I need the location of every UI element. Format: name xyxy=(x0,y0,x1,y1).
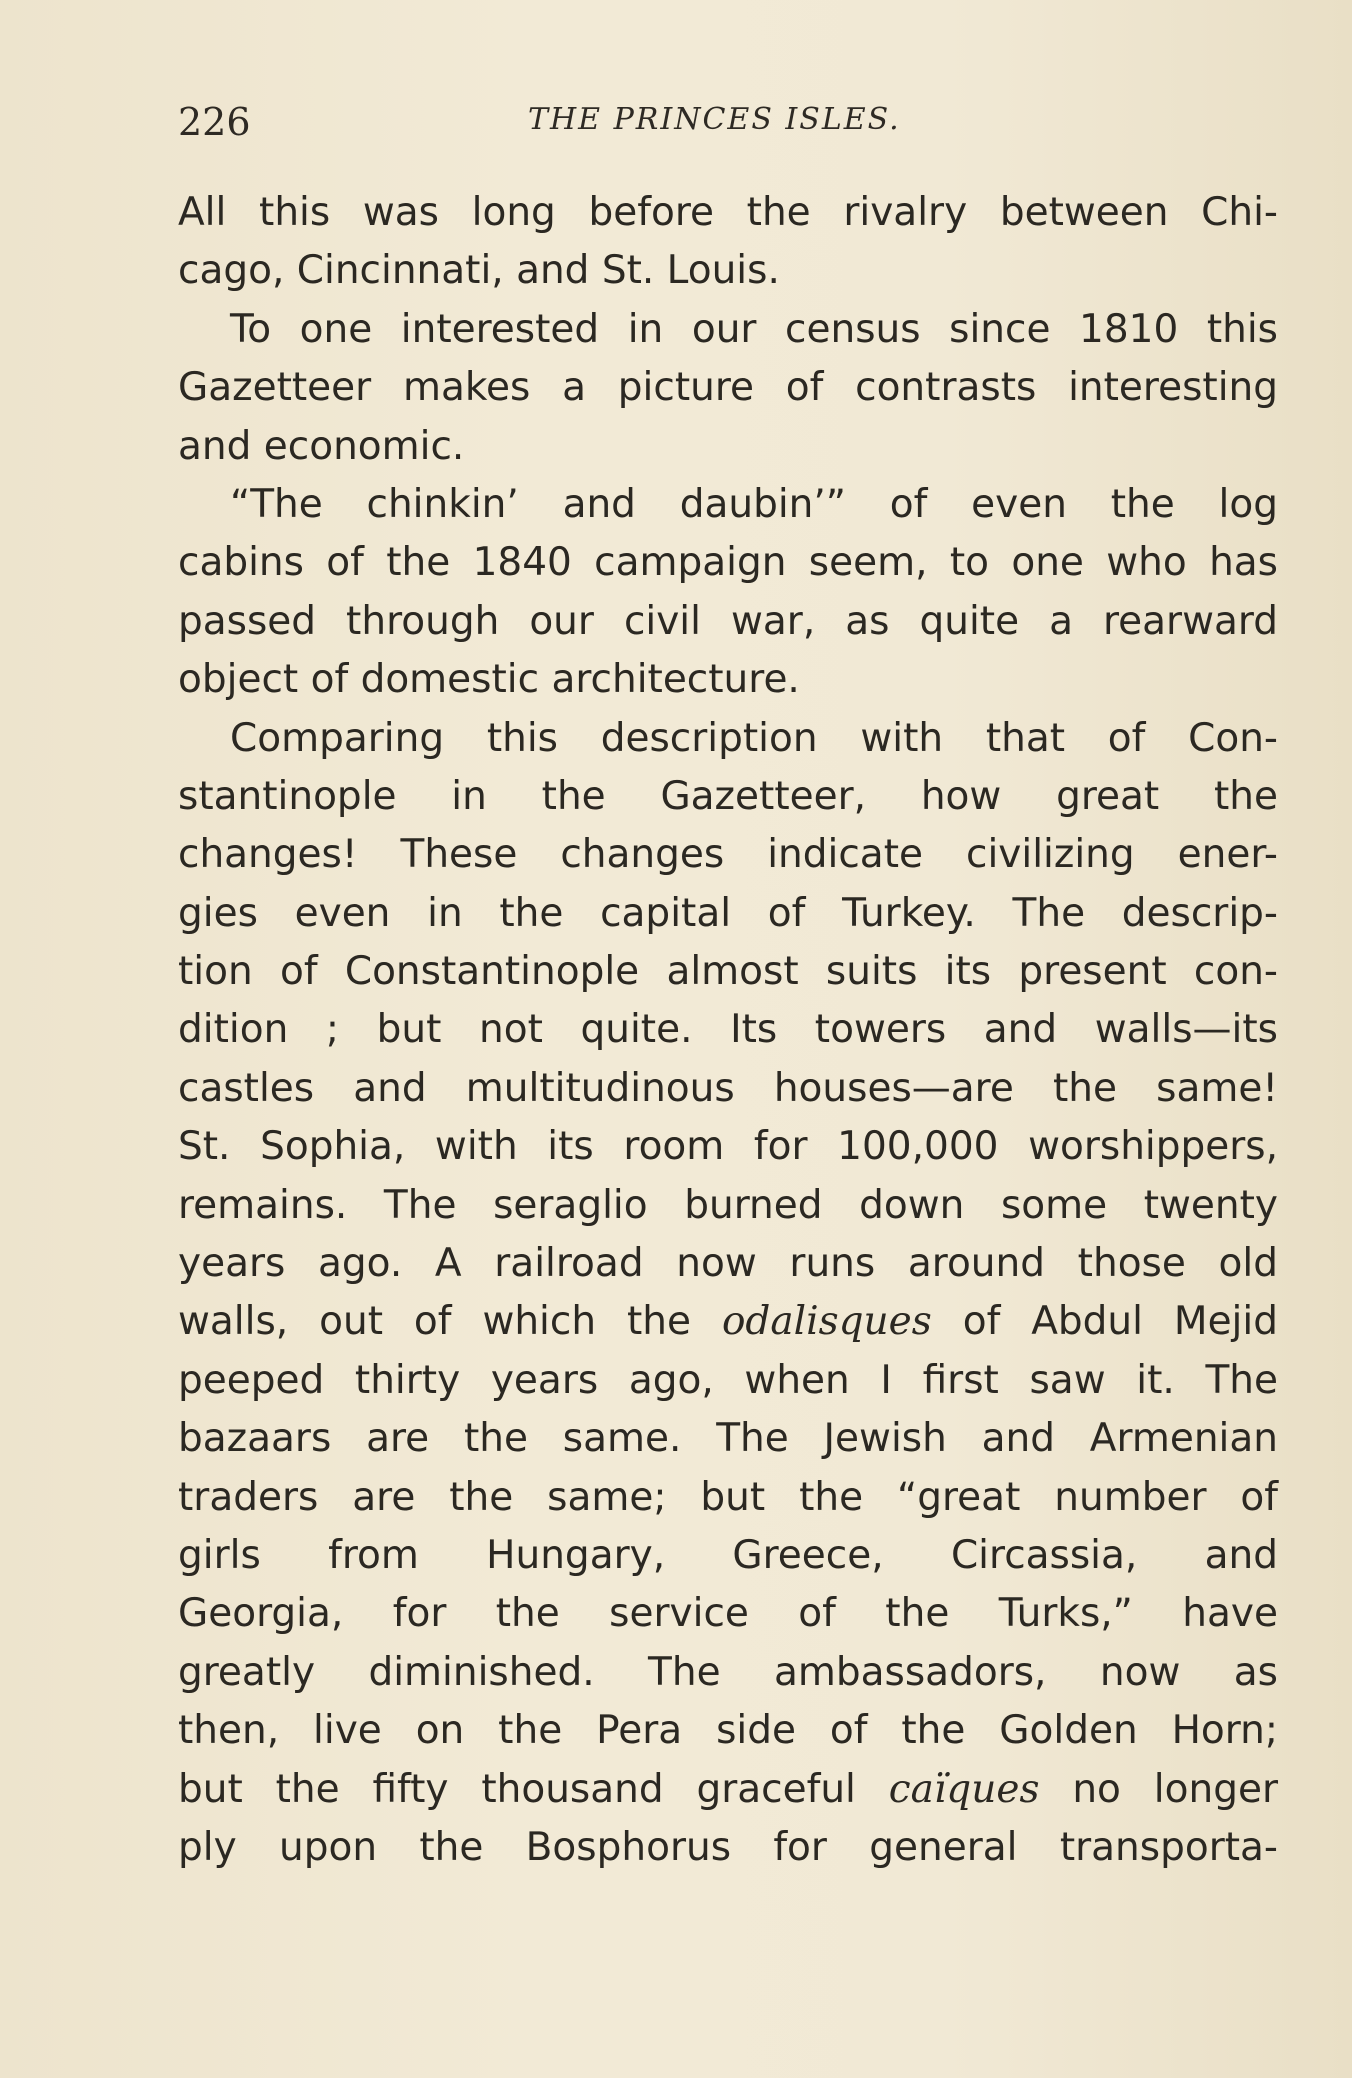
text-line: girls from Hungary, Greece, Circassia, and xyxy=(178,1532,1278,1578)
text-line: bazaars are the same. The Jewish and Armenian xyxy=(178,1416,1278,1462)
text-line: peeped thirty years ago, when I first saw it. The xyxy=(178,1357,1278,1403)
text-line: passed through our civil war, as quite a rearward xyxy=(178,598,1278,644)
text-line: To one interested in our census since 1810 this xyxy=(230,306,1278,352)
text-line: traders are the same; but the “great number of xyxy=(178,1474,1278,1520)
page-number: 226 xyxy=(178,100,251,144)
text-line: object of domestic architecture. xyxy=(178,657,800,703)
text-line: and economic. xyxy=(178,423,465,469)
text-line-segment: no longer xyxy=(1039,1766,1278,1812)
text-line: remains. The seraglio burned down some twenty xyxy=(178,1182,1278,1228)
text-line: All this was long before the rivalry between Chi- xyxy=(178,190,1278,235)
body-text xyxy=(178,184,1278,1877)
italic-word: caïques xyxy=(888,1766,1040,1812)
text-line: Comparing this description with that of Con- xyxy=(230,715,1278,761)
text-line: changes! These changes indicate civilizing ener- xyxy=(178,832,1278,878)
text-line: greatly diminished. The ambassadors, now as xyxy=(178,1649,1278,1695)
text-line: Georgia, for the service of the Turks,” have xyxy=(178,1591,1278,1637)
text-line-segment: of Abdul Mejid xyxy=(931,1299,1278,1345)
italic-word: odalisques xyxy=(721,1299,932,1345)
text-line xyxy=(178,1761,1278,1819)
text-line-segment: but the fifty thousand graceful xyxy=(178,1766,889,1812)
text-line: gies even in the capital of Turkey. The descrip- xyxy=(178,890,1278,936)
text-line: “The chinkin’ and daubin’” of even the log xyxy=(230,481,1278,527)
text-line: castles and multitudinous houses—are the same! xyxy=(178,1065,1278,1111)
text-line: cago, Cincinnati, and St. Louis. xyxy=(178,248,780,294)
running-title: THE PRINCES ISLES. xyxy=(528,102,901,137)
text-line: Gazetteer makes a picture of contrasts interesting xyxy=(178,365,1278,411)
text-line: cabins of the 1840 campaign seem, to one who has xyxy=(178,540,1278,586)
text-line: dition ; but not quite. Its towers and walls—its xyxy=(178,1007,1278,1053)
text-line xyxy=(178,1293,1278,1351)
text-line: years ago. A railroad now runs around those old xyxy=(178,1241,1278,1287)
text-line: stantinople in the Gazetteer, how great the xyxy=(178,773,1278,819)
text-line: St. Sophia, with its room for 100,000 worshippers, xyxy=(178,1124,1278,1170)
text-line: then, live on the Pera side of the Golden Horn; xyxy=(178,1708,1278,1754)
text-line: ply upon the Bosphorus for general transporta- xyxy=(178,1824,1278,1870)
text-line: tion of Constantinople almost suits its present con- xyxy=(178,949,1278,995)
running-head xyxy=(178,100,1278,160)
text-line-segment: walls, out of which the xyxy=(178,1299,722,1345)
